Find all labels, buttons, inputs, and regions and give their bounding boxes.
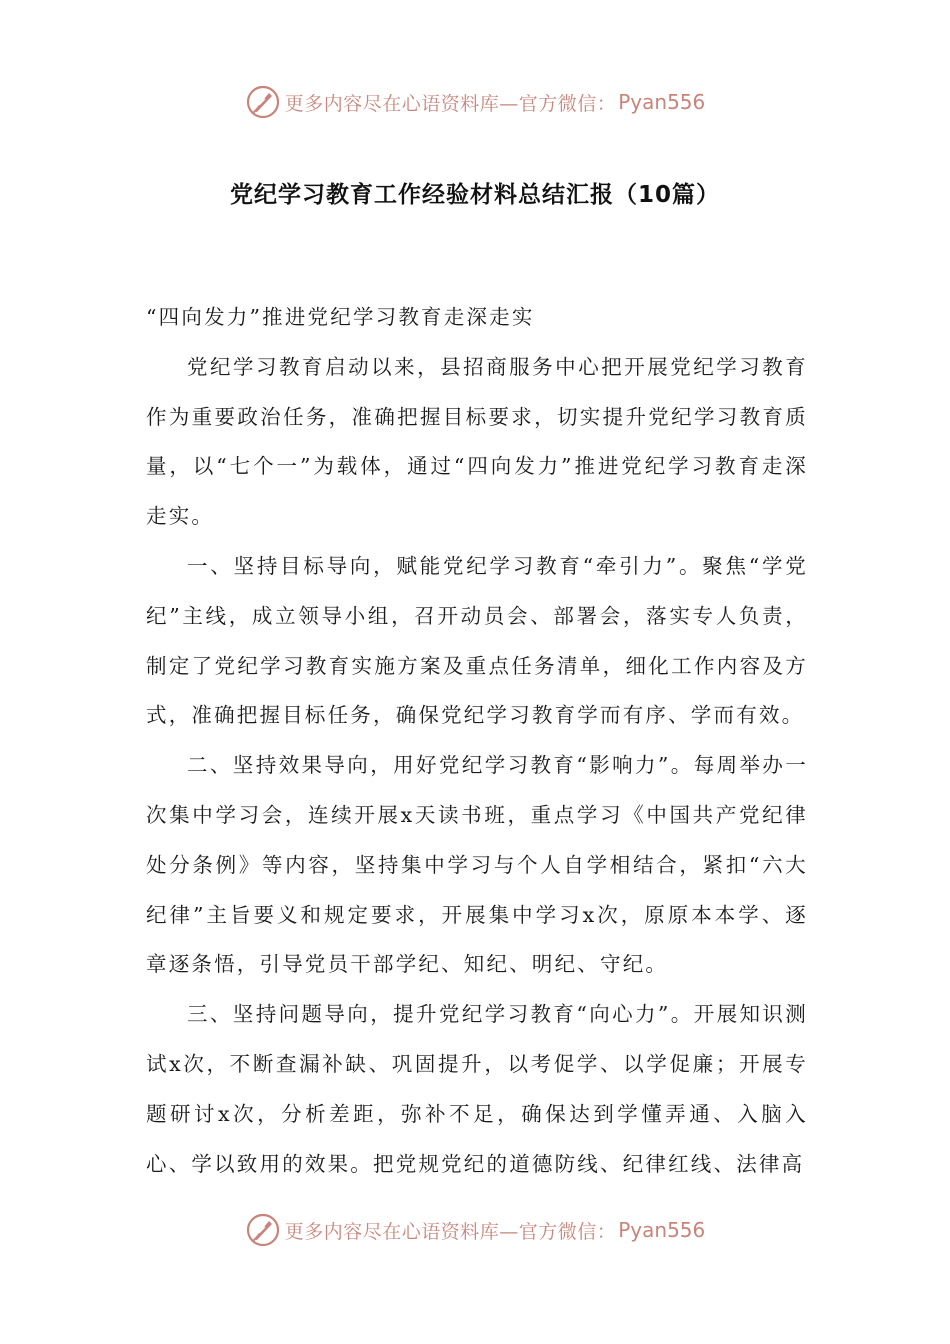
document-title: 党纪学习教育工作经验材料总结汇报（10篇） bbox=[229, 182, 720, 208]
watermark-text: 更多内容尽在心语资料库—官方微信： bbox=[284, 92, 617, 115]
watermark-banner-bottom bbox=[0, 1208, 950, 1252]
quill-logo-icon bbox=[245, 1212, 281, 1248]
watermark-text: 更多内容尽在心语资料库—官方微信： bbox=[284, 1220, 617, 1243]
quill-logo-icon bbox=[245, 84, 281, 120]
watermark-wechat-id: Pyan556 bbox=[618, 90, 706, 114]
paragraph-1: 一、坚持目标导向，赋能党纪学习教育“牵引力”。聚焦“学党纪”主线，成立领导小组，召开动员会、部署会，落实专人负责，制定了党纪学习教育实施方案及重点任务清单，细化工作内容及方式，准确把握目标任务，确保党纪学习教育学而有序、学而有效。 bbox=[146, 553, 808, 728]
paragraph-2: 二、坚持效果导向，用好党纪学习教育“影响力”。每周举办一次集中学习会，连续开展x天读书班，重点学习《中国共产党纪律处分条例》等内容，坚持集中学习与个人自学相结合，紧扣“六大纪律”主旨要义和规定要求，开展集中学习x次，原原本本学、逐章逐条悟，引导党员干部学纪、知纪、明纪、守纪。 bbox=[146, 753, 808, 977]
document-body bbox=[146, 293, 808, 1189]
section-subtitle: “四向发力”推进党纪学习教育走深走实 bbox=[146, 305, 535, 329]
paragraph-intro: 党纪学习教育启动以来，县招商服务中心把开展党纪学习教育作为重要政治任务，准确把握目标要求，切实提升党纪学习教育质量，以“七个一”为载体，通过“四向发力”推进党纪学习教育走深走实。 bbox=[146, 354, 808, 529]
watermark-banner-top bbox=[0, 80, 950, 124]
watermark-wechat-id: Pyan556 bbox=[618, 1218, 706, 1242]
paragraph-3: 三、坚持问题导向，提升党纪学习教育“向心力”。开展知识测试x次，不断查漏补缺、巩固提升，以考促学、以学促廉；开展专题研讨x次，分析差距，弥补不足，确保达到学懂弄通、入脑入心、学以致用的效果。把党规党纪的道德防线、纪律红线、法律高 bbox=[146, 1002, 808, 1176]
